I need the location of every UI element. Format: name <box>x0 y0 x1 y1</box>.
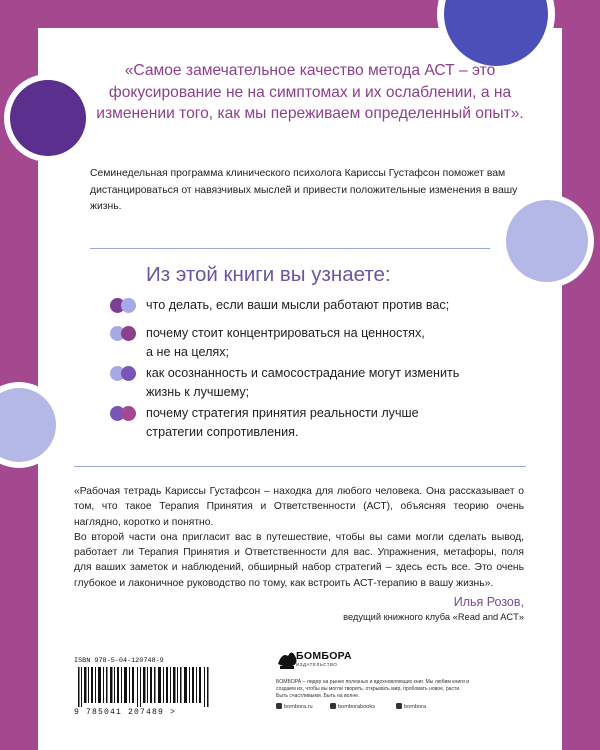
bullet-line: как осознанность и самосострадание могут изменить <box>146 366 460 380</box>
social-site[interactable]: bombora.ru <box>276 703 313 710</box>
review-author: Илья Розов, <box>453 595 524 609</box>
deep-purple-circle-left <box>10 80 86 156</box>
bullet-line: что делать, если ваши мысли работают против вас; <box>146 298 450 312</box>
publisher-description: БОМБОРА – лидер на рынке полезных и вдохновляющих книг. Мы любим книги и создаем их, чтобы вы могли творить, открывать мир, пробовать новое, расти. Быть счастливыми. Быть на волне. <box>276 679 470 699</box>
globe-icon <box>276 703 282 709</box>
bullet-dot-purple <box>121 326 136 341</box>
social-telegram[interactable]: bombora <box>396 703 426 710</box>
barcode-number: 9 785041 207489 > <box>74 708 177 717</box>
telegram-icon <box>396 703 402 709</box>
social-vk[interactable]: bomborabooks <box>330 703 375 710</box>
bullet-dot-magenta <box>121 406 136 421</box>
review-block <box>74 484 524 591</box>
publisher-logo-text: БОМБОРА <box>296 650 352 662</box>
quote-text: «Самое замечательное качество метода АСТ – это фокусирование не на симптомах и их ослаблении, а на изменении того, как мы переживаем определенный опыт». <box>96 62 524 122</box>
divider-bottom <box>74 466 526 467</box>
divider-top <box>90 248 490 249</box>
review-author-role: ведущий книжного клуба «Read and ACT» <box>343 612 524 622</box>
intro-text: Семинедельная программа клинического психолога Кариссы Густафсон поможет вам дистанцироваться от навязчивых мыслей и привести положительные изменения в вашу жизнь. <box>90 168 518 212</box>
bullet-dot-lavender <box>121 298 136 313</box>
barcode-block <box>74 657 214 719</box>
vk-icon <box>330 703 336 709</box>
publisher-logo-subtitle: ИЗДАТЕЛЬСТВО <box>296 662 338 667</box>
barcode-icon <box>76 667 212 707</box>
bullet-line: жизнь к лучшему; <box>146 385 250 399</box>
bullet-dot-violet <box>121 366 136 381</box>
bullet-line: стратегии сопротивления. <box>146 425 299 439</box>
bullet-line: почему стратегия принятия реальности лучше <box>146 406 419 420</box>
review-paragraph: «Рабочая тетрадь Кариссы Густафсон – находка для любого человека. Она рассказывает о том, что такое Терапия Принятия и Ответственности (АСТ), объясняя теорию очень наглядно, коротко и понятно. <box>74 486 524 528</box>
review-paragraph: Во второй части она пригласит вас в путешествие, чтобы вы сами могли сделать вывод, работает ли Терапия Принятия и Ответственности для вас. Упражнения, метафоры, поля для ваших заметок и наблюдений, обширный набор стратегий – здесь есть все. Это очень глубокое и лаконичное руководство по тому, как встроить АСТ-терапию в вашу жизнь». <box>74 531 524 589</box>
bullet-line: почему стоит концентрироваться на ценностях, <box>146 326 425 340</box>
learn-heading: Из этой книги вы узнаете: <box>146 263 391 286</box>
bullet-line: а не на целях; <box>146 345 230 359</box>
isbn-label: ISBN 978-5-04-120748-9 <box>74 657 164 665</box>
